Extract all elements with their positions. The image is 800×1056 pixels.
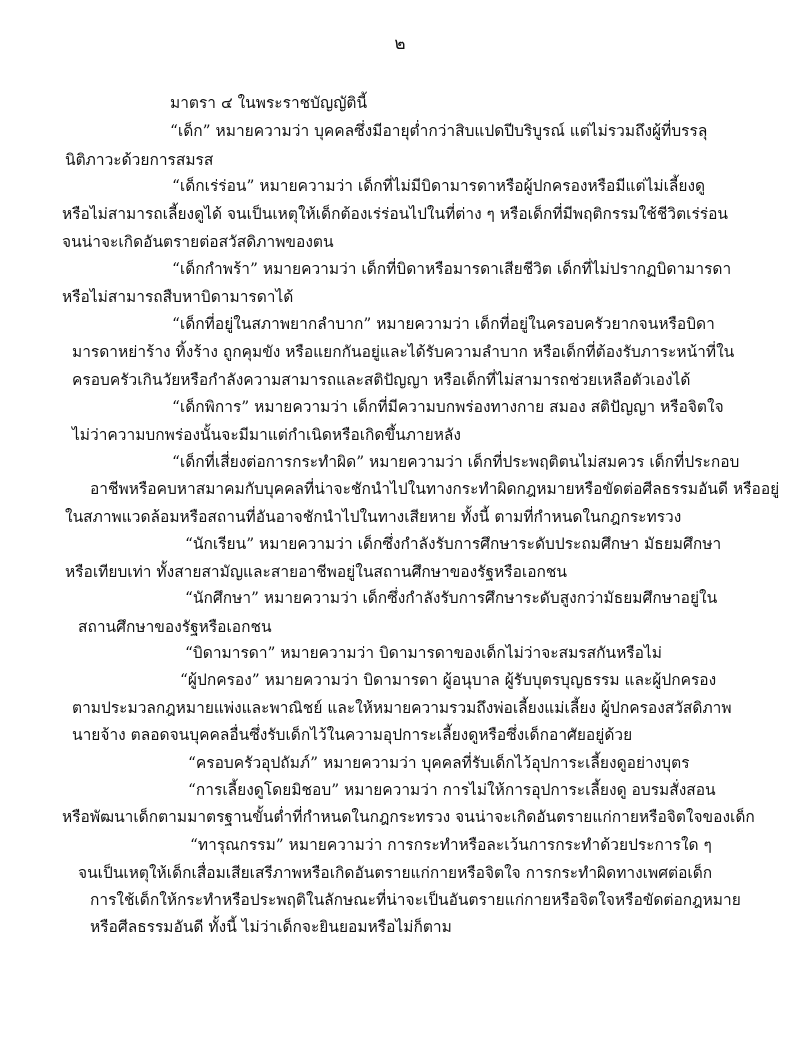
definition-disabled-child: “เด็กพิการ” หมายความว่า เด็กที่มีความบกพร่องทางกาย สมอง สติปัญญา หรือจิตใจ bbox=[172, 398, 724, 416]
page-number: ๒ bbox=[394, 34, 406, 54]
definition-line: นายจ้าง ตลอดจนบุคคลอื่นซึ่งรับเด็กไว้ในความอุปการะเลี้ยงดูหรือซึ่งเด็กอาศัยอยู่ด้วย bbox=[72, 726, 633, 744]
definition-street-child: “เด็กเร่ร่อน” หมายความว่า เด็กที่ไม่มีบิดามารดาหรือผู้ปกครองหรือมีแต่ไม่เลี้ยงดู bbox=[172, 177, 706, 195]
definition-orphan: “เด็กกำพร้า” หมายความว่า เด็กที่บิดาหรือมารดาเสียชีวิต เด็กที่ไม่ปรากฏบิดามารดา bbox=[172, 260, 732, 278]
definition-line: นิติภาวะด้วยการสมรส bbox=[65, 151, 214, 169]
definition-at-risk-child: “เด็กที่เสี่ยงต่อการกระทำผิด” หมายความว่า เด็กที่ประพฤติตนไม่สมควร เด็กที่ประกอบ bbox=[172, 453, 740, 471]
definition-improper-upbringing: “การเลี้ยงดูโดยมิชอบ” หมายความว่า การไม่ให้การอุปการะเลี้ยงดู อบรมสั่งสอน bbox=[188, 781, 716, 799]
definition-line: หรือไม่สามารถสืบหาบิดามารดาได้ bbox=[62, 288, 294, 306]
definition-line: ครอบครัวเกินวัยหรือกำลังความสามารถและสติปัญญา หรือเด็กที่ไม่สามารถช่วยเหลือตัวเองได้ bbox=[72, 371, 691, 389]
definition-guardian: “ผู้ปกครอง” หมายความว่า บิดามารดา ผู้อนุบาล ผู้รับบุตรบุญธรรม และผู้ปกครอง bbox=[180, 671, 717, 689]
definition-line: สถานศึกษาของรัฐหรือเอกชน bbox=[78, 618, 272, 636]
definition-child-in-hardship: “เด็กที่อยู่ในสภาพยากลำบาก” หมายความว่า เด็กที่อยู่ในครอบครัวยากจนหรือบิดา bbox=[172, 315, 715, 333]
definition-line: หรือไม่สามารถเลี้ยงดูได้ จนเป็นเหตุให้เด็กต้องเร่ร่อนไปในที่ต่าง ๆ หรือเด็กที่มีพฤติกรรมใช้ชีวิตเร่ร่อน bbox=[62, 205, 729, 223]
definition-line: อาชีพหรือคบหาสมาคมกับบุคคลที่น่าจะชักนำไปในทางกระทำผิดกฎหมายหรือขัดต่อศีลธรรมอันดี หรืออยู่ bbox=[90, 480, 780, 498]
definition-line: การใช้เด็กให้กระทำหรือประพฤติในลักษณะที่น่าจะเป็นอันตรายแก่กายหรือจิตใจหรือขัดต่อกฎหมาย bbox=[90, 891, 741, 909]
definition-line: ไม่ว่าความบกพร่องนั้นจะมีมาแต่กำเนิดหรือเกิดขึ้นภายหลัง bbox=[72, 426, 461, 444]
definition-student: “นักเรียน” หมายความว่า เด็กซึ่งกำลังรับการศึกษาระดับประถมศึกษา มัธยมศึกษา bbox=[185, 535, 722, 553]
definition-foster-family: “ครอบครัวอุปถัมภ์” หมายความว่า บุคคลที่รับเด็กไว้อุปการะเลี้ยงดูอย่างบุตร bbox=[188, 754, 690, 772]
section-heading: มาตรา ๔ ในพระราชบัญญัตินี้ bbox=[170, 94, 368, 112]
definition-abuse: “ทารุณกรรม” หมายความว่า การกระทำหรือละเว้นการกระทำด้วยประการใด ๆ bbox=[190, 836, 712, 854]
definition-line: มารดาหย่าร้าง ทิ้งร้าง ถูกคุมขัง หรือแยกกันอยู่และได้รับความลำบาก หรือเด็กที่ต้องรับภาระหน้าที่ใน bbox=[72, 343, 735, 361]
definition-child: “เด็ก” หมายความว่า บุคคลซึ่งมีอายุต่ำกว่าสิบแปดปีบริบูรณ์ แต่ไม่รวมถึงผู้ที่บรรลุ bbox=[170, 122, 708, 140]
definition-parents: “บิดามารดา” หมายความว่า บิดามารดาของเด็กไม่ว่าจะสมรสกันหรือไม่ bbox=[185, 644, 662, 662]
definition-line: ในสภาพแวดล้อมหรือสถานที่อันอาจชักนำไปในทางเสียหาย ทั้งนี้ ตามที่กำหนดในกฎกระทรวง bbox=[65, 508, 682, 526]
definition-line: หรือศีลธรรมอันดี ทั้งนี้ ไม่ว่าเด็กจะยินยอมหรือไม่ก็ตาม bbox=[90, 918, 452, 936]
definition-line: หรือเทียบเท่า ทั้งสายสามัญและสายอาชีพอยู่ในสถานศึกษาของรัฐหรือเอกชน bbox=[65, 563, 568, 581]
definition-line: จนน่าจะเกิดอันตรายต่อสวัสดิภาพของตน bbox=[62, 233, 334, 251]
definition-university-student: “นักศึกษา” หมายความว่า เด็กซึ่งกำลังรับการศึกษาระดับสูงกว่ามัธยมศึกษาอยู่ใน bbox=[185, 589, 718, 607]
definition-line: จนเป็นเหตุให้เด็กเสื่อมเสียเสรีภาพหรือเกิดอันตรายแก่กายหรือจิตใจ การกระทำผิดทางเพศต่อเด็ก bbox=[78, 864, 713, 882]
definition-line: ตามประมวลกฎหมายแพ่งและพาณิชย์ และให้หมายความรวมถึงพ่อเลี้ยงแม่เลี้ยง ผู้ปกครองสวัสดิภาพ bbox=[72, 699, 732, 717]
definition-line: หรือพัฒนาเด็กตามมาตรฐานขั้นต่ำที่กำหนดในกฎกระทรวง จนน่าจะเกิดอันตรายแก่กายหรือจิตใจของเด็ก bbox=[62, 808, 755, 826]
